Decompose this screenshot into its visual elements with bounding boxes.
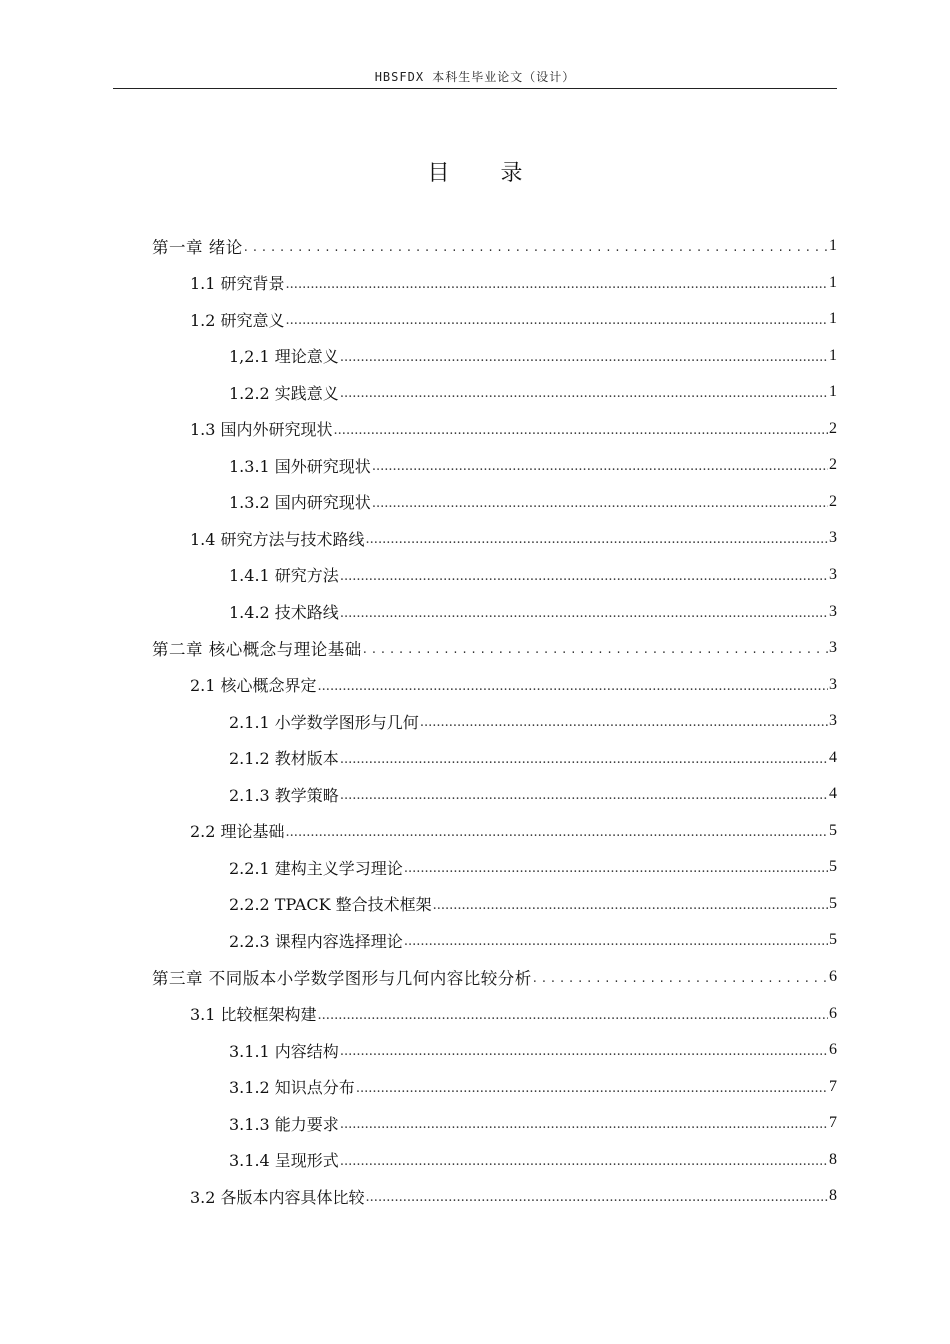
toc-dot-leader — [340, 748, 828, 768]
toc-entry-label: 2.1 核心概念界定 — [190, 676, 317, 696]
toc-dot-leader — [356, 1077, 828, 1097]
toc-dot-leader — [340, 602, 828, 622]
toc-subsection-entry[interactable] — [229, 740, 837, 776]
toc-entry-label: 2.2.1 建构主义学习理论 — [229, 858, 403, 878]
toc-subsection-entry[interactable] — [229, 922, 837, 958]
toc-dot-leader — [318, 1004, 828, 1024]
toc-entry-label: 1.4.1 研究方法 — [229, 566, 339, 586]
toc-entry-page-number: 3 — [829, 712, 837, 730]
toc-dot-leader — [372, 492, 828, 512]
toc-entry-label: 3.1.1 内容结构 — [229, 1041, 339, 1061]
toc-entry-label: 第三章 不同版本小学数学图形与几何内容比较分析 — [152, 969, 532, 988]
toc-entry-page-number: 6 — [829, 1041, 837, 1059]
page-header — [113, 64, 837, 89]
toc-chapter-entry[interactable] — [152, 630, 837, 666]
toc-dot-leader — [340, 346, 828, 366]
header-text: HBSFDX 本科生毕业论文（设计） — [374, 70, 576, 84]
toc-subsection-entry[interactable] — [229, 1105, 837, 1141]
toc-entry-page-number: 7 — [829, 1114, 837, 1132]
toc-entry-label: 3.1.2 知识点分布 — [229, 1078, 355, 1098]
toc-dot-leader — [363, 638, 828, 658]
toc-entry-page-number: 1 — [829, 383, 837, 401]
toc-dot-leader — [420, 711, 828, 731]
toc-entry-page-number: 6 — [829, 1004, 837, 1022]
toc-entry-label: 1.2 研究意义 — [190, 310, 285, 330]
toc-dot-leader — [334, 419, 828, 439]
toc-dot-leader — [533, 967, 828, 987]
toc-entry-page-number: 1 — [829, 346, 837, 364]
toc-chapter-entry[interactable] — [152, 959, 837, 995]
toc-dot-leader — [318, 675, 828, 695]
toc-entry-page-number: 2 — [829, 456, 837, 474]
toc-entry-label: 2.1.2 教材版本 — [229, 749, 339, 769]
toc-dot-leader — [340, 565, 828, 585]
toc-entry-label: 2.2.3 课程内容选择理论 — [229, 931, 403, 951]
toc-entry-label: 1.2.2 实践意义 — [229, 383, 339, 403]
toc-entry-label: 3.1.3 能力要求 — [229, 1114, 339, 1134]
toc-dot-leader — [340, 1150, 828, 1170]
toc-dot-leader — [244, 236, 828, 256]
toc-entry-page-number: 3 — [829, 675, 837, 693]
toc-subsection-entry[interactable] — [229, 1069, 837, 1105]
toc-entry-label: 1.3.2 国内研究现状 — [229, 493, 371, 513]
toc-entry-label: 2.2 理论基础 — [190, 822, 285, 842]
toc-section-entry[interactable] — [190, 1178, 837, 1214]
toc-dot-leader — [366, 1186, 828, 1206]
toc-dot-leader — [404, 930, 828, 950]
toc-subsection-entry[interactable] — [229, 886, 837, 922]
toc-entry-label: 2.1.3 教学策略 — [229, 785, 339, 805]
toc-entry-page-number: 6 — [829, 968, 837, 985]
toc-dot-leader — [286, 273, 828, 293]
toc-subsection-entry[interactable] — [229, 338, 837, 374]
toc-entry-label: 1.3 国内外研究现状 — [190, 420, 333, 440]
toc-entry-label: 2.2.2 TPACK 整合技术框架 — [229, 895, 432, 915]
toc-dot-leader — [340, 382, 828, 402]
toc-dot-leader — [340, 1040, 828, 1060]
toc-entry-label: 3.2 各版本内容具体比较 — [190, 1187, 365, 1207]
toc-entry-label: 1.3.1 国外研究现状 — [229, 456, 371, 476]
toc-chapter-entry[interactable] — [152, 228, 837, 264]
toc-dot-leader — [286, 309, 828, 329]
toc-title: 目 录 — [427, 161, 545, 186]
toc-entry-label: 1.4.2 技术路线 — [229, 603, 339, 622]
toc-entry-label: 第二章 核心概念与理论基础 — [152, 640, 362, 660]
toc-entry-page-number: 7 — [829, 1077, 837, 1095]
toc-entry-label: 2.1.1 小学数学图形与几何 — [229, 712, 419, 732]
toc-section-entry[interactable] — [190, 265, 837, 301]
toc-subsection-entry[interactable] — [229, 557, 837, 593]
toc-entry-page-number: 5 — [829, 821, 837, 839]
toc-entry-page-number: 3 — [829, 565, 837, 583]
toc-entry-page-number: 5 — [829, 858, 837, 876]
toc-subsection-entry[interactable] — [229, 1032, 837, 1068]
toc-entry-label: 3.1 比较框架构建 — [190, 1005, 317, 1025]
toc-subsection-entry[interactable] — [229, 484, 837, 520]
toc-section-entry[interactable] — [190, 301, 837, 337]
toc-subsection-entry[interactable] — [229, 374, 837, 410]
toc-section-entry[interactable] — [190, 813, 837, 849]
toc-dot-leader — [366, 528, 828, 548]
toc-dot-leader — [340, 784, 828, 804]
toc-dot-leader — [372, 455, 828, 475]
toc-subsection-entry[interactable] — [229, 776, 837, 812]
toc-entry-page-number: 4 — [829, 748, 837, 766]
toc-entry-page-number: 3 — [829, 529, 837, 547]
toc-entry-page-number: 5 — [829, 931, 837, 949]
toc-entry-page-number: 8 — [829, 1150, 837, 1168]
toc-entry-label: 1,2.1 理论意义 — [229, 347, 339, 367]
toc-entry-page-number: 2 — [829, 419, 837, 437]
toc-entry-page-number: 4 — [829, 785, 837, 803]
toc-entry-page-number: 3 — [829, 639, 837, 657]
toc-section-entry[interactable] — [190, 520, 837, 556]
toc-entry-page-number: 5 — [829, 894, 837, 912]
toc-entry-label: 1.1 研究背景 — [190, 274, 285, 294]
toc-entry-page-number: 3 — [829, 602, 837, 620]
toc-subsection-entry[interactable] — [229, 849, 837, 885]
toc-entry-page-number: 1 — [829, 237, 837, 254]
toc-section-entry[interactable] — [190, 996, 837, 1032]
toc-section-entry[interactable] — [190, 411, 837, 447]
toc-entry-page-number: 2 — [829, 492, 837, 510]
toc-entry-label: 第一章 绪论 — [152, 238, 243, 257]
toc-subsection-entry[interactable] — [229, 1142, 837, 1178]
toc-entry-page-number: 1 — [829, 310, 837, 328]
toc-subsection-entry[interactable] — [229, 594, 837, 630]
toc-dot-leader — [286, 821, 828, 841]
toc-subsection-entry[interactable] — [229, 447, 837, 483]
toc-entry-label: 1.4 研究方法与技术路线 — [190, 529, 365, 549]
toc-section-entry[interactable] — [190, 667, 837, 703]
toc-entry-label: 3.1.4 呈现形式 — [229, 1151, 339, 1171]
toc-dot-leader — [404, 857, 828, 877]
toc-entry-page-number: 8 — [829, 1187, 837, 1205]
toc-entry-page-number: 1 — [829, 273, 837, 291]
toc-dot-leader — [340, 1113, 828, 1133]
toc-dot-leader — [433, 894, 828, 914]
toc-subsection-entry[interactable] — [229, 703, 837, 739]
